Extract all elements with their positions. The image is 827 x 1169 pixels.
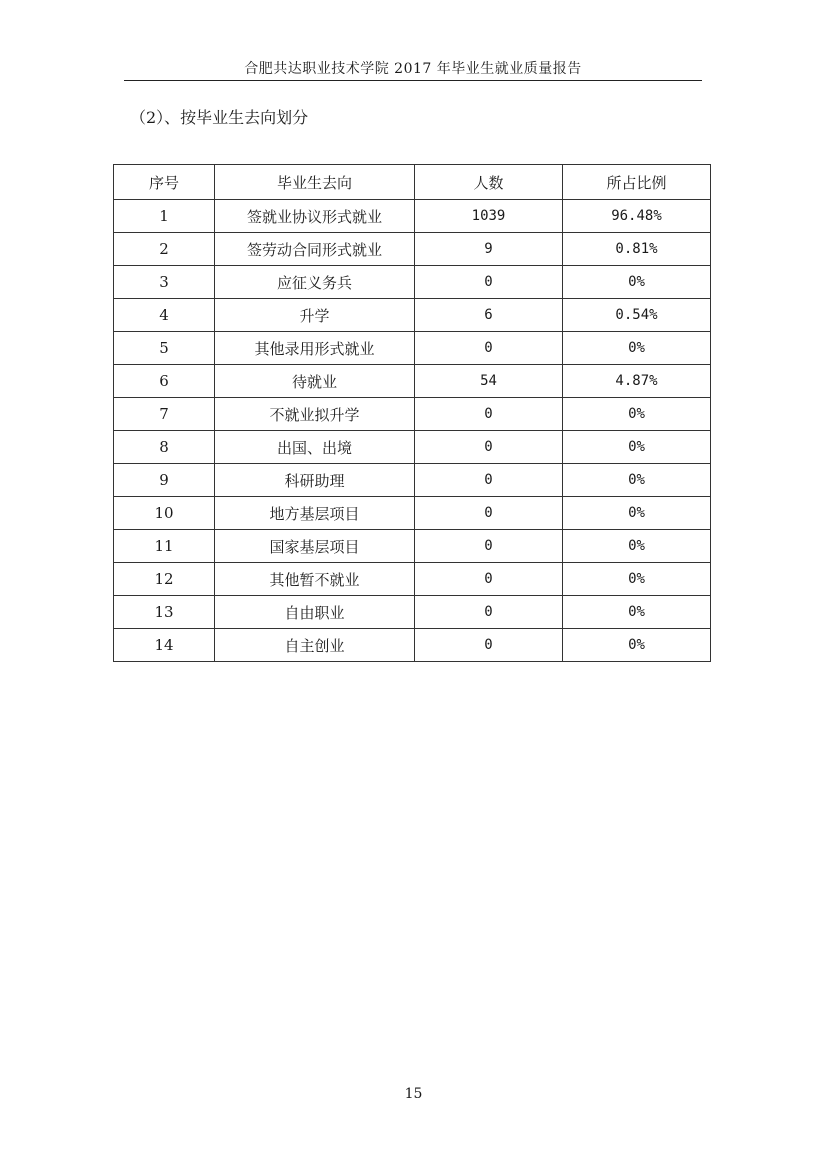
- row-no: 11: [114, 530, 215, 563]
- row-count: 0: [415, 530, 563, 563]
- row-ratio: 0%: [563, 332, 711, 365]
- graduate-destination-table: [113, 164, 711, 662]
- row-ratio: 0%: [563, 464, 711, 497]
- row-no: 5: [114, 332, 215, 365]
- row-no: 4: [114, 299, 215, 332]
- row-ratio: 0%: [563, 563, 711, 596]
- table-row: [114, 596, 711, 629]
- column-header-no: 序号: [114, 165, 215, 200]
- table-row: [114, 563, 711, 596]
- row-no: 2: [114, 233, 215, 266]
- row-no: 3: [114, 266, 215, 299]
- table-header-row: [114, 165, 711, 200]
- row-count: 0: [415, 398, 563, 431]
- row-ratio: 0%: [563, 398, 711, 431]
- column-header-count: 人数: [415, 165, 563, 200]
- table-row: [114, 398, 711, 431]
- row-destination: 科研助理: [215, 464, 415, 497]
- row-count: 0: [415, 629, 563, 662]
- row-count: 0: [415, 266, 563, 299]
- row-count: 0: [415, 464, 563, 497]
- row-count: 1039: [415, 200, 563, 233]
- row-destination: 签劳动合同形式就业: [215, 233, 415, 266]
- row-ratio: 0%: [563, 629, 711, 662]
- page-number: 15: [404, 1086, 423, 1102]
- page-header: 合肥共达职业技术学院 2017 年毕业生就业质量报告: [244, 61, 582, 77]
- table-row: [114, 629, 711, 662]
- row-destination: 不就业拟升学: [215, 398, 415, 431]
- table-body: [114, 200, 711, 662]
- table-row: [114, 299, 711, 332]
- row-no: 1: [114, 200, 215, 233]
- row-no: 14: [114, 629, 215, 662]
- row-destination: 自主创业: [215, 629, 415, 662]
- row-count: 0: [415, 332, 563, 365]
- table-row: [114, 233, 711, 266]
- table-row: [114, 431, 711, 464]
- row-destination: 自由职业: [215, 596, 415, 629]
- row-count: 0: [415, 563, 563, 596]
- row-ratio: 96.48%: [563, 200, 711, 233]
- table-row: [114, 332, 711, 365]
- row-ratio: 0%: [563, 497, 711, 530]
- row-destination: 国家基层项目: [215, 530, 415, 563]
- row-ratio: 4.87%: [563, 365, 711, 398]
- row-ratio: 0%: [563, 596, 711, 629]
- table-row: [114, 266, 711, 299]
- row-no: 10: [114, 497, 215, 530]
- row-count: 9: [415, 233, 563, 266]
- row-count: 54: [415, 365, 563, 398]
- row-no: 12: [114, 563, 215, 596]
- row-ratio: 0%: [563, 530, 711, 563]
- row-ratio: 0%: [563, 266, 711, 299]
- row-no: 9: [114, 464, 215, 497]
- row-destination: 待就业: [215, 365, 415, 398]
- table-row: [114, 365, 711, 398]
- row-destination: 签就业协议形式就业: [215, 200, 415, 233]
- row-count: 0: [415, 497, 563, 530]
- table-row: [114, 497, 711, 530]
- column-header-destination: 毕业生去向: [215, 165, 415, 200]
- table-row: [114, 530, 711, 563]
- row-destination: 其他暂不就业: [215, 563, 415, 596]
- row-count: 0: [415, 431, 563, 464]
- section-title: （2）、按毕业生去向划分: [130, 108, 309, 127]
- row-destination: 出国、出境: [215, 431, 415, 464]
- column-header-ratio: 所占比例: [563, 165, 711, 200]
- row-destination: 应征义务兵: [215, 266, 415, 299]
- row-no: 13: [114, 596, 215, 629]
- row-no: 7: [114, 398, 215, 431]
- row-ratio: 0%: [563, 431, 711, 464]
- row-destination: 其他录用形式就业: [215, 332, 415, 365]
- table-row: [114, 464, 711, 497]
- table-row: [114, 200, 711, 233]
- row-no: 8: [114, 431, 215, 464]
- header-divider: [124, 80, 702, 81]
- row-no: 6: [114, 365, 215, 398]
- row-ratio: 0.54%: [563, 299, 711, 332]
- row-destination: 升学: [215, 299, 415, 332]
- row-ratio: 0.81%: [563, 233, 711, 266]
- row-count: 0: [415, 596, 563, 629]
- row-destination: 地方基层项目: [215, 497, 415, 530]
- row-count: 6: [415, 299, 563, 332]
